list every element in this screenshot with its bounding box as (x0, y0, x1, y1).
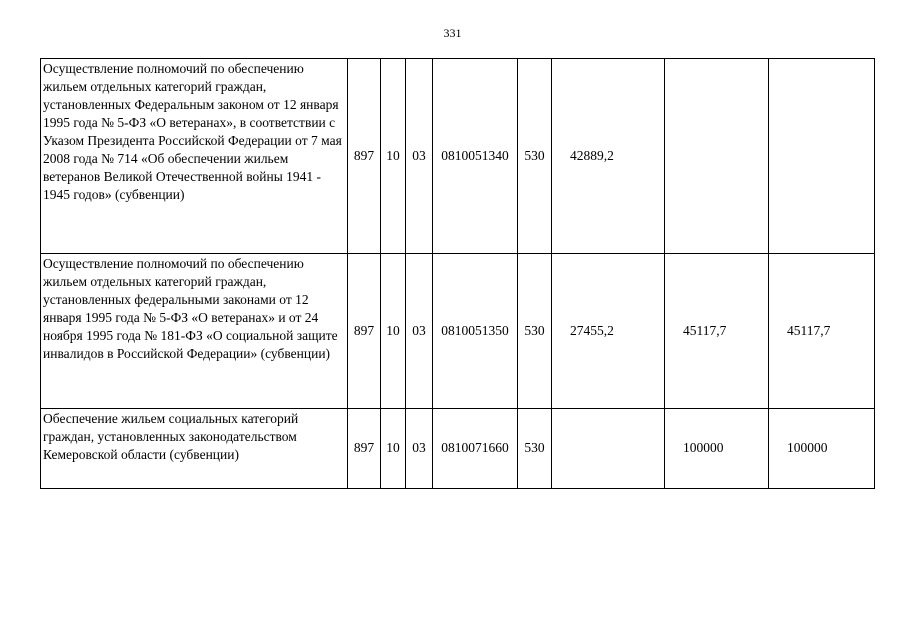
section-code: 10 (381, 254, 406, 409)
table-row (41, 254, 875, 409)
section-code: 10 (381, 59, 406, 254)
amount-year-1: 27455,2 (552, 254, 665, 409)
amount-year-2 (665, 59, 769, 254)
amount-year-1 (552, 409, 665, 489)
target-article-code: 0810071660 (433, 409, 518, 489)
page-number: 331 (443, 26, 462, 40)
target-article-code: 0810051340 (433, 59, 518, 254)
row-description: Осуществление полномочий по обеспечению жильем отдельных категорий граждан, установленных федеральными законами от 12 января 1995 года № 5-ФЗ «О ветеранах» и от 24 ноября 1995 года № 181-ФЗ «О социальной защите инвалидов в Российской Федерации» (субвенции) (41, 254, 348, 409)
ministry-code: 897 (348, 59, 381, 254)
section-code: 10 (381, 409, 406, 489)
table-row (41, 59, 875, 254)
subsection-code: 03 (406, 254, 433, 409)
expense-type-code: 530 (518, 254, 552, 409)
amount-year-3 (769, 59, 875, 254)
subsection-code: 03 (406, 59, 433, 254)
target-article-code: 0810051350 (433, 254, 518, 409)
amount-year-2: 45117,7 (665, 254, 769, 409)
amount-year-3: 100000 (769, 409, 875, 489)
budget-table (40, 58, 875, 489)
table-row (41, 409, 875, 489)
expense-type-code: 530 (518, 409, 552, 489)
amount-year-3: 45117,7 (769, 254, 875, 409)
subsection-code: 03 (406, 409, 433, 489)
expense-type-code: 530 (518, 59, 552, 254)
amount-year-1: 42889,2 (552, 59, 665, 254)
amount-year-2: 100000 (665, 409, 769, 489)
row-description: Обеспечение жильем социальных категорий граждан, установленных законодательством Кемеровской области (субвенции) (41, 409, 348, 489)
row-description: Осуществление полномочий по обеспечению жильем отдельных категорий граждан, установленных Федеральным законом от 12 января 1995 года № 5-ФЗ «О ветеранах», в соответствии с Указом Президента Российской Федерации от 7 мая 2008 года № 714 «Об обеспечении жильем ветеранов Великой Отечественной войны 1941 - 1945 годов» (субвенции) (41, 59, 348, 254)
ministry-code: 897 (348, 254, 381, 409)
ministry-code: 897 (348, 409, 381, 489)
